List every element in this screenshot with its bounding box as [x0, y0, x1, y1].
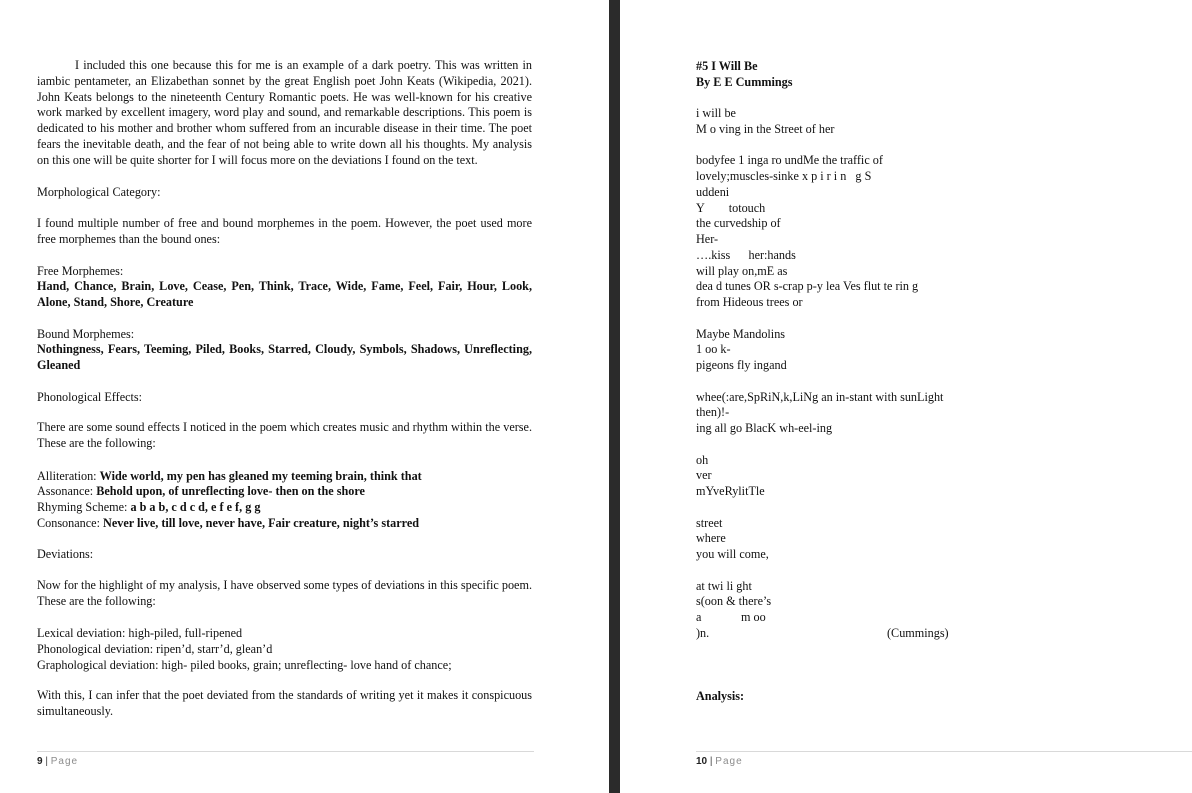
intro-paragraph: I included this one because this for me is an example of a dark poetry. This was written in iambic pentameter, an Elizabethan sonnet by the great English poet John Keats (Wikipedia, 2021). John Keats belongs to the nineteenth Century Romantic poets. He was well-known for his creative work marked by excellent imagery, word play and sound, and remarkable descriptions. This poem is dedicated to his mother and brother whom suffered from an incurable disease in their time. The poet fears the inevitable death, and the fear of not being able to write down all his thoughts. My analysis on this one will be quite shorter for I will focus more on the deviations I found on the text. — [37, 58, 532, 167]
poem-line: oh — [696, 452, 709, 467]
poem-line: )n. — [696, 625, 710, 640]
poem-line: uddeni — [696, 184, 730, 199]
bound-morphemes-list: Nothingness, Fears, Teeming, Piled, Books, Starred, Cloudy, Symbols, Shadows, Unreflecting, Gleaned — [37, 342, 532, 372]
poem-line: whee(:are,SpRiN,k,LiNg an in-stant with sunLight — [696, 389, 944, 404]
poem-line: from Hideous trees or — [696, 295, 803, 309]
poem-line: 1 oo k- — [696, 342, 731, 357]
alliteration-line — [37, 468, 422, 484]
page-number: 9 — [37, 756, 43, 767]
page-separator: | — [707, 756, 716, 767]
poem-line: dea d tunes OR s-crap p-y lea Ves flut te rin g — [696, 279, 919, 294]
poem-line: ing all go BlacK wh-eel-ing — [696, 421, 833, 435]
conclusion-paragraph: With this, I can infer that the poet deviated from the standards of writing yet it makes it conspicuous simultaneously. — [37, 688, 532, 718]
rhyming-scheme-label: Rhyming Scheme: — [37, 500, 131, 514]
poem-line: Maybe Mandolins — [696, 326, 786, 341]
consonance-line — [37, 515, 419, 531]
footer-rule — [696, 751, 1192, 752]
poem-line: the curvedship of — [696, 216, 781, 231]
phonological-deviation: Phonological deviation: ripen’d, starr’d, glean’d — [37, 642, 273, 656]
poem-line: where — [696, 531, 726, 546]
alliteration-label: Alliteration: — [37, 469, 100, 483]
free-morphemes-heading: Free Morphemes: — [37, 264, 124, 278]
phonological-heading: Phonological Effects: — [37, 390, 143, 404]
analysis-heading: Analysis: — [696, 689, 745, 703]
morph-heading: Morphological Category: — [37, 185, 161, 199]
page-word: Page — [715, 756, 743, 767]
poem-line: then)!- — [696, 405, 730, 420]
deviations-paragraph: Now for the highlight of my analysis, I have observed some types of deviations in this specific poem. These are the following: — [37, 578, 532, 608]
poem-citation: (Cummings) — [887, 626, 949, 640]
poem-line: mYveRylitTle — [696, 484, 765, 498]
assonance-line — [37, 483, 365, 499]
page-number-footer — [696, 756, 743, 768]
poem-line: Y totouch — [696, 200, 766, 215]
poem-line: ver — [696, 468, 712, 483]
page-separator: | — [42, 756, 51, 767]
poem-line: ….kiss her:hands — [696, 247, 796, 262]
poem-line: M o ving in the Street of her — [696, 121, 835, 136]
consonance-value: Never live, till love, never have, Fair creature, night’s starred — [103, 516, 420, 530]
page-number-footer — [37, 756, 78, 768]
poem-title: #5 I Will Be — [696, 59, 758, 73]
poem-line: you will come, — [696, 547, 769, 561]
page-number: 10 — [696, 756, 708, 767]
lexical-deviation: Lexical deviation: high-piled, full-ripened — [37, 626, 243, 640]
deviations-heading: Deviations: — [37, 547, 94, 561]
graphological-deviation: Graphological deviation: high- piled books, grain; unreflecting- love hand of chance; — [37, 658, 452, 672]
rhyming-scheme-value: a b a b, c d c d, e f e f, g g — [130, 500, 261, 514]
poem-line: lovely;muscles-sinke x p i r i n g S — [696, 169, 872, 183]
free-morphemes-list: Hand, Chance, Brain, Love, Cease, Pen, Think, Trace, Wide, Fame, Feel, Fair, Hour, Look, Alone, Stand, Shore, Creature — [37, 279, 532, 309]
poem-line: will play on,mE as — [696, 263, 788, 278]
poem-line: street — [696, 515, 723, 530]
assonance-label: Assonance: — [37, 484, 97, 498]
poem-line: bodyfee 1 inga ro undMe the traffic of — [696, 153, 883, 168]
morph-paragraph: I found multiple number of free and bound morphemes in the poem. However, the poet used more free morphemes than the bound ones: — [37, 216, 532, 246]
page-word: Page — [50, 756, 79, 767]
alliteration-value: Wide world, my pen has gleaned my teeming brain, think that — [99, 469, 422, 483]
bound-morphemes-heading: Bound Morphemes: — [37, 327, 135, 341]
page-gutter — [609, 0, 620, 793]
poem-author: By E E Cummings — [696, 75, 793, 89]
poem-line: s(oon & there’s — [696, 594, 772, 609]
poem-line: pigeons fly ingand — [696, 358, 787, 372]
poem-line: a m oo — [696, 610, 766, 624]
rhyming-scheme-line — [37, 499, 260, 515]
footer-rule — [37, 751, 534, 752]
assonance-value: Behold upon, of unreflecting love- then on the shore — [96, 484, 365, 498]
poem-line: i will be — [696, 106, 736, 120]
document-page-right — [620, 0, 1192, 793]
phonological-paragraph: There are some sound effects I noticed in the poem which creates music and rhythm within the verse. These are the following: — [37, 420, 532, 450]
consonance-label: Consonance: — [37, 516, 104, 530]
poem-line: Her- — [696, 232, 719, 246]
poem-line: at twi li ght — [696, 578, 752, 593]
